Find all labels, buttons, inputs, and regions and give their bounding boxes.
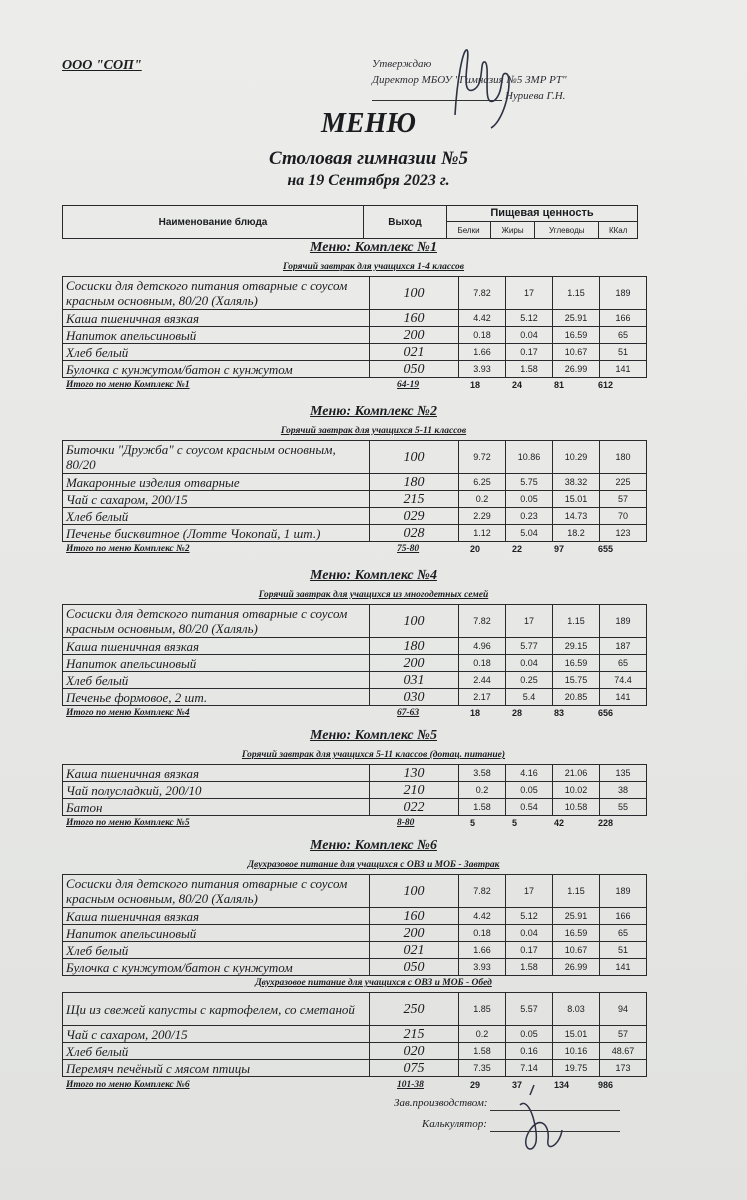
table-header <box>62 205 638 239</box>
dish-carbs: 10.67 <box>553 344 600 361</box>
dish-carbs: 38.32 <box>553 474 600 491</box>
total-label: Итого по меню Комплекс №1 <box>66 380 190 390</box>
production-signature-label: Зав.производством: <box>394 1097 488 1109</box>
table-row <box>63 993 647 1026</box>
section-subtitle: Горячий завтрак для учащихся 5-11 классов (дотац. питание) <box>241 750 506 760</box>
dish-kcal: 57 <box>600 1026 647 1043</box>
menu-table <box>62 874 647 976</box>
dish-carbs: 10.58 <box>553 799 600 816</box>
dish-protein: 7.82 <box>459 605 506 638</box>
dish-kcal: 166 <box>600 908 647 925</box>
total-k: 656 <box>598 708 614 718</box>
total-label: Итого по меню Комплекс №4 <box>66 708 190 718</box>
section-subtitle: Горячий завтрак для учащихся 1-4 классов <box>282 262 465 272</box>
page-subtitle: Столовая гимназии №5 <box>269 148 468 169</box>
dish-protein: 3.58 <box>459 765 506 782</box>
dish-protein: 0.18 <box>459 925 506 942</box>
dish-output: 100 <box>370 605 459 638</box>
dish-name: Чай с сахаром, 200/15 <box>63 491 370 508</box>
section-subtitle: Двухразовое питание для учащихся с ОВЗ и МОБ - Обед <box>255 978 492 988</box>
dish-fat: 1.58 <box>506 959 553 976</box>
dish-carbs: 18.2 <box>553 525 600 542</box>
total-output: 101-38 <box>397 1079 424 1090</box>
dish-name: Булочка с кунжутом/батон с кунжутом <box>63 361 370 378</box>
total-output: 64-19 <box>397 380 420 390</box>
dish-fat: 1.58 <box>506 361 553 378</box>
dish-output: 050 <box>370 959 459 976</box>
approval-line: Утверждаю <box>372 58 432 70</box>
table-row <box>63 925 647 942</box>
dish-name: Напиток апельсиновый <box>63 655 370 672</box>
dish-name: Хлеб белый <box>63 942 370 959</box>
dish-fat: 5.57 <box>506 993 553 1026</box>
table-row <box>63 765 647 782</box>
header-name: Наименование блюда <box>63 206 364 239</box>
dish-protein: 0.18 <box>459 655 506 672</box>
total-output: 67-63 <box>397 708 420 718</box>
menu-table <box>62 276 647 378</box>
total-c: 134 <box>554 1079 570 1090</box>
dish-kcal: 94 <box>600 993 647 1026</box>
dish-kcal: 51 <box>600 942 647 959</box>
dish-kcal: 70 <box>600 508 647 525</box>
dish-protein: 0.18 <box>459 327 506 344</box>
dish-kcal: 180 <box>600 441 647 474</box>
menu-table <box>62 604 647 706</box>
dish-fat: 5.04 <box>506 525 553 542</box>
dish-kcal: 135 <box>600 765 647 782</box>
dish-fat: 10.86 <box>506 441 553 474</box>
table-row <box>63 1026 647 1043</box>
calculator-signature-label: Калькулятор: <box>422 1118 487 1130</box>
dish-name: Каша пшеничная вязкая <box>63 908 370 925</box>
header-col-fat: Жиры <box>491 222 535 239</box>
dish-name: Батон <box>63 799 370 816</box>
dish-carbs: 1.15 <box>553 605 600 638</box>
dish-name: Сосиски для детского питания отварные с соусом красным основным, 80/20 (Халяль) <box>63 277 370 310</box>
header-col-protein: Белки <box>447 222 491 239</box>
dish-output: 200 <box>370 327 459 344</box>
total-label: Итого по меню Комплекс №6 <box>66 1079 190 1090</box>
dish-kcal: 38 <box>600 782 647 799</box>
menu-table <box>62 992 647 1077</box>
dish-kcal: 189 <box>600 605 647 638</box>
total-c: 81 <box>554 380 565 390</box>
dish-output: 031 <box>370 672 459 689</box>
table-row <box>63 959 647 976</box>
section-title: Меню: Комплекс №1 <box>310 240 437 255</box>
table-row <box>63 277 647 310</box>
section-title: Меню: Комплекс №5 <box>310 728 437 743</box>
signature-mark <box>500 1075 590 1165</box>
dish-output: 050 <box>370 361 459 378</box>
dish-protein: 1.85 <box>459 993 506 1026</box>
dish-kcal: 141 <box>600 689 647 706</box>
total-b: 5 <box>470 817 476 828</box>
dish-fat: 0.17 <box>506 942 553 959</box>
total-c: 83 <box>554 708 565 718</box>
dish-protein: 2.17 <box>459 689 506 706</box>
dish-name: Печенье бисквитное (Лотте Чокопай, 1 шт.) <box>63 525 370 542</box>
dish-kcal: 141 <box>600 959 647 976</box>
dish-kcal: 173 <box>600 1060 647 1077</box>
dish-name: Печенье формовое, 2 шт. <box>63 689 370 706</box>
dish-protein: 1.58 <box>459 1043 506 1060</box>
dish-carbs: 26.99 <box>553 959 600 976</box>
header-nutrition: Пищевая ценность <box>447 206 638 222</box>
table-row <box>63 655 647 672</box>
dish-name: Чай с сахаром, 200/15 <box>63 1026 370 1043</box>
table-row <box>63 327 647 344</box>
total-label: Итого по меню Комплекс №5 <box>66 817 190 828</box>
dish-name: Булочка с кунжутом/батон с кунжутом <box>63 959 370 976</box>
header-col-kcal: ККал <box>599 222 638 239</box>
table-row <box>63 441 647 474</box>
dish-carbs: 16.59 <box>553 327 600 344</box>
dish-fat: 4.16 <box>506 765 553 782</box>
dish-kcal: 65 <box>600 655 647 672</box>
dish-output: 210 <box>370 782 459 799</box>
dish-carbs: 25.91 <box>553 310 600 327</box>
dish-fat: 5.4 <box>506 689 553 706</box>
section-subtitle: Горячий завтрак для учащихся из многодетных семей <box>258 590 489 600</box>
dish-fat: 5.77 <box>506 638 553 655</box>
dish-protein: 2.29 <box>459 508 506 525</box>
dish-output: 130 <box>370 765 459 782</box>
dish-fat: 17 <box>506 277 553 310</box>
dish-output: 021 <box>370 344 459 361</box>
approval-position: Директор МБОУ "Гимназия №5 ЗМР РТ" <box>372 74 567 86</box>
dish-carbs: 21.06 <box>553 765 600 782</box>
total-f: 22 <box>512 544 523 554</box>
total-output: 8-80 <box>397 817 415 828</box>
dish-protein: 1.12 <box>459 525 506 542</box>
dish-kcal: 55 <box>600 799 647 816</box>
dish-protein: 1.66 <box>459 942 506 959</box>
dish-kcal: 123 <box>600 525 647 542</box>
dish-fat: 17 <box>506 875 553 908</box>
dish-name: Биточки "Дружба" с соусом красным основным, 80/20 <box>63 441 370 474</box>
table-row <box>63 1060 647 1077</box>
dish-name: Щи из свежей капусты с картофелем, со сметаной <box>63 993 370 1026</box>
dish-name: Макаронные изделия отварные <box>63 474 370 491</box>
dish-protein: 0.2 <box>459 782 506 799</box>
table-row <box>63 508 647 525</box>
dish-name: Перемяч печёный с мясом птицы <box>63 1060 370 1077</box>
dish-name: Каша пшеничная вязкая <box>63 638 370 655</box>
dish-protein: 2.44 <box>459 672 506 689</box>
table-row <box>63 310 647 327</box>
dish-output: 200 <box>370 925 459 942</box>
menu-date: на 19 Сентября 2023 г. <box>287 172 450 189</box>
dish-fat: 0.25 <box>506 672 553 689</box>
dish-kcal: 65 <box>600 327 647 344</box>
section-subtitle: Двухразовое питание для учащихся с ОВЗ и МОБ - Завтрак <box>247 860 500 870</box>
dish-name: Сосиски для детского питания отварные с соусом красным основным, 80/20 (Халяль) <box>63 605 370 638</box>
dish-carbs: 1.15 <box>553 875 600 908</box>
dish-name: Хлеб белый <box>63 508 370 525</box>
page-title: МЕНЮ <box>321 108 416 139</box>
dish-carbs: 10.29 <box>553 441 600 474</box>
table-row <box>63 799 647 816</box>
dish-kcal: 65 <box>600 925 647 942</box>
dish-kcal: 48.67 <box>600 1043 647 1060</box>
dish-carbs: 1.15 <box>553 277 600 310</box>
dish-fat: 0.04 <box>506 327 553 344</box>
dish-fat: 0.54 <box>506 799 553 816</box>
dish-protein: 0.2 <box>459 1026 506 1043</box>
total-f: 24 <box>512 380 523 390</box>
dish-output: 030 <box>370 689 459 706</box>
section-title: Меню: Комплекс №2 <box>310 404 437 419</box>
dish-protein: 3.93 <box>459 361 506 378</box>
dish-name: Хлеб белый <box>63 672 370 689</box>
dish-protein: 3.93 <box>459 959 506 976</box>
dish-name: Чай полусладкий, 200/10 <box>63 782 370 799</box>
total-b: 18 <box>470 380 481 390</box>
total-f: 28 <box>512 708 523 718</box>
dish-fat: 5.12 <box>506 310 553 327</box>
dish-carbs: 14.73 <box>553 508 600 525</box>
table-row <box>63 605 647 638</box>
dish-output: 250 <box>370 993 459 1026</box>
total-c: 97 <box>554 544 565 554</box>
total-output: 75-80 <box>397 544 420 554</box>
dish-protein: 4.96 <box>459 638 506 655</box>
dish-carbs: 8.03 <box>553 993 600 1026</box>
dish-carbs: 15.01 <box>553 491 600 508</box>
dish-fat: 0.05 <box>506 782 553 799</box>
dish-carbs: 20.85 <box>553 689 600 706</box>
section-title: Меню: Комплекс №4 <box>310 568 437 583</box>
dish-protein: 4.42 <box>459 908 506 925</box>
dish-kcal: 141 <box>600 361 647 378</box>
table-row <box>63 638 647 655</box>
dish-protein: 1.66 <box>459 344 506 361</box>
table-row <box>63 525 647 542</box>
dish-carbs: 29.15 <box>553 638 600 655</box>
table-row <box>63 875 647 908</box>
dish-name: Каша пшеничная вязкая <box>63 310 370 327</box>
dish-protein: 7.35 <box>459 1060 506 1077</box>
dish-protein: 1.58 <box>459 799 506 816</box>
dish-output: 029 <box>370 508 459 525</box>
dish-carbs: 10.67 <box>553 942 600 959</box>
dish-output: 022 <box>370 799 459 816</box>
dish-output: 200 <box>370 655 459 672</box>
table-row <box>63 491 647 508</box>
menu-table <box>62 440 647 542</box>
dish-output: 100 <box>370 875 459 908</box>
section-title: Меню: Комплекс №6 <box>310 838 437 853</box>
table-row <box>63 344 647 361</box>
dish-protein: 0.2 <box>459 491 506 508</box>
dish-fat: 0.04 <box>506 655 553 672</box>
dish-carbs: 26.99 <box>553 361 600 378</box>
table-row <box>63 361 647 378</box>
dish-name: Каша пшеничная вязкая <box>63 765 370 782</box>
total-k: 655 <box>598 544 614 554</box>
dish-name: Хлеб белый <box>63 1043 370 1060</box>
dish-kcal: 189 <box>600 277 647 310</box>
total-b: 18 <box>470 708 481 718</box>
dish-carbs: 10.16 <box>553 1043 600 1060</box>
dish-kcal: 166 <box>600 310 647 327</box>
dish-kcal: 57 <box>600 491 647 508</box>
dish-output: 100 <box>370 277 459 310</box>
dish-carbs: 16.59 <box>553 925 600 942</box>
total-k: 612 <box>598 380 614 390</box>
table-row <box>63 908 647 925</box>
dish-name: Напиток апельсиновый <box>63 327 370 344</box>
dish-kcal: 187 <box>600 638 647 655</box>
section-subtitle: Горячий завтрак для учащихся 5-11 классов <box>280 426 467 436</box>
dish-carbs: 25.91 <box>553 908 600 925</box>
dish-output: 215 <box>370 1026 459 1043</box>
total-f: 5 <box>512 817 518 828</box>
dish-carbs: 10.02 <box>553 782 600 799</box>
dish-kcal: 74.4 <box>600 672 647 689</box>
dish-output: 020 <box>370 1043 459 1060</box>
dish-output: 180 <box>370 474 459 491</box>
total-b: 29 <box>470 1079 481 1090</box>
dish-name: Сосиски для детского питания отварные с соусом красным основным, 80/20 (Халяль) <box>63 875 370 908</box>
approval-name: Нуриева Г.Н. <box>505 90 566 102</box>
dish-protein: 7.82 <box>459 277 506 310</box>
dish-fat: 0.17 <box>506 344 553 361</box>
table-row <box>63 782 647 799</box>
dish-output: 160 <box>370 310 459 327</box>
dish-kcal: 225 <box>600 474 647 491</box>
dish-fat: 0.05 <box>506 491 553 508</box>
dish-carbs: 15.01 <box>553 1026 600 1043</box>
dish-output: 215 <box>370 491 459 508</box>
dish-output: 021 <box>370 942 459 959</box>
dish-protein: 9.72 <box>459 441 506 474</box>
dish-protein: 7.82 <box>459 875 506 908</box>
dish-name: Напиток апельсиновый <box>63 925 370 942</box>
header-output: Выход <box>364 206 447 239</box>
dish-kcal: 51 <box>600 344 647 361</box>
dish-carbs: 16.59 <box>553 655 600 672</box>
dish-fat: 17 <box>506 605 553 638</box>
dish-fat: 5.12 <box>506 908 553 925</box>
dish-kcal: 189 <box>600 875 647 908</box>
table-row <box>63 474 647 491</box>
dish-fat: 7.14 <box>506 1060 553 1077</box>
menu-table <box>62 764 647 816</box>
dish-protein: 6.25 <box>459 474 506 491</box>
table-row <box>63 689 647 706</box>
dish-carbs: 19.75 <box>553 1060 600 1077</box>
dish-output: 100 <box>370 441 459 474</box>
total-k: 228 <box>598 817 614 828</box>
org-name: ООО "СОП" <box>62 58 142 73</box>
total-c: 42 <box>554 817 565 828</box>
dish-fat: 0.04 <box>506 925 553 942</box>
total-b: 20 <box>470 544 481 554</box>
dish-name: Хлеб белый <box>63 344 370 361</box>
total-label: Итого по меню Комплекс №2 <box>66 544 190 554</box>
header-col-carbs: Углеводы <box>535 222 599 239</box>
dish-protein: 4.42 <box>459 310 506 327</box>
table-row <box>63 942 647 959</box>
dish-fat: 5.75 <box>506 474 553 491</box>
dish-output: 028 <box>370 525 459 542</box>
dish-fat: 0.05 <box>506 1026 553 1043</box>
dish-carbs: 15.75 <box>553 672 600 689</box>
table-row <box>63 1043 647 1060</box>
total-f: 37 <box>512 1079 523 1090</box>
dish-output: 180 <box>370 638 459 655</box>
dish-output: 075 <box>370 1060 459 1077</box>
total-k: 986 <box>598 1079 614 1090</box>
dish-fat: 0.16 <box>506 1043 553 1060</box>
dish-output: 160 <box>370 908 459 925</box>
dish-fat: 0.23 <box>506 508 553 525</box>
table-row <box>63 672 647 689</box>
